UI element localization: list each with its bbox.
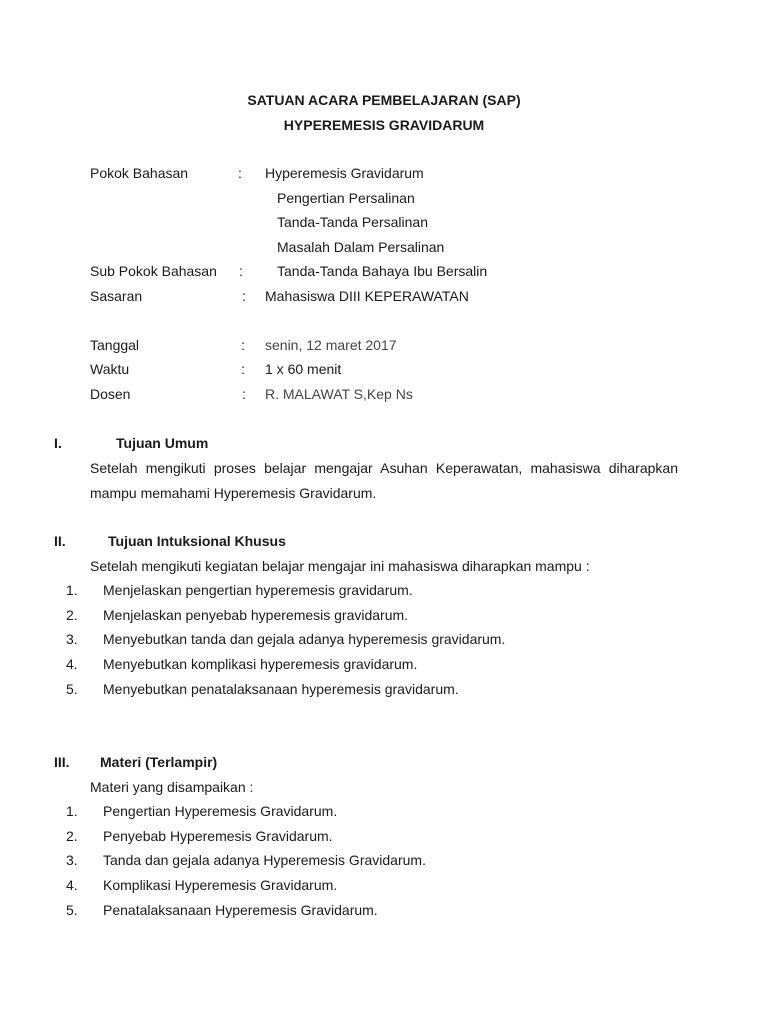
dosen-value: R. MALAWAT S,Kep Ns	[265, 386, 413, 402]
list-item: Tanda dan gejala adanya Hyperemesis Gravidarum.	[103, 852, 426, 868]
section-3-intro: Materi yang disampaikan :	[90, 779, 254, 795]
section-3-numeral: III.	[54, 754, 70, 770]
list-item-number: 4.	[66, 656, 78, 672]
list-item-number: 1.	[66, 582, 78, 598]
list-item-number: 1.	[66, 803, 78, 819]
list-item: Menjelaskan penyebab hyperemesis gravidarum.	[103, 607, 409, 623]
pokok-bahasan-value: Hyperemesis Gravidarum	[265, 165, 424, 181]
list-item-number: 5.	[66, 681, 78, 697]
pokok-bahasan-subitem: Tanda-Tanda Persalinan	[277, 214, 428, 230]
pokok-bahasan-subitem: Masalah Dalam Persalinan	[277, 239, 445, 255]
list-item: Menyebutkan komplikasi hyperemesis gravidarum.	[103, 656, 418, 672]
list-item: Menyebutkan tanda dan gejala adanya hyperemesis gravidarum.	[103, 631, 506, 647]
sub-pokok-bahasan-label: Sub Pokok Bahasan	[90, 263, 217, 279]
list-item: Komplikasi Hyperemesis Gravidarum.	[103, 877, 338, 893]
section-1-heading: Tujuan Umum	[116, 435, 209, 451]
section-3-heading: Materi (Terlampir)	[100, 754, 218, 770]
pokok-bahasan-label: Pokok Bahasan	[90, 165, 189, 181]
section-2-intro: Setelah mengikuti kegiatan belajar mengajar ini mahasiswa diharapkan mampu :	[90, 558, 590, 574]
list-item-number: 4.	[66, 877, 78, 893]
list-item: Penyebab Hyperemesis Gravidarum.	[103, 828, 333, 844]
waktu-colon: :	[241, 361, 245, 377]
sub-pokok-bahasan-value: Tanda-Tanda Bahaya Ibu Bersalin	[277, 263, 488, 279]
list-item-number: 2.	[66, 607, 78, 623]
tanggal-value: senin, 12 maret 2017	[265, 337, 397, 353]
tanggal-label: Tanggal	[90, 337, 140, 353]
tanggal-colon: :	[241, 337, 245, 353]
list-item: Menjelaskan pengertian hyperemesis gravidarum.	[103, 582, 413, 598]
sasaran-value: Mahasiswa DIII KEPERAWATAN	[265, 288, 469, 304]
section-2-numeral: II.	[54, 533, 66, 549]
section-1-paragraph-line: Setelah mengikuti proses belajar mengajar Asuhan Keperawatan, mahasiswa diharapkan	[90, 460, 678, 476]
pokok-bahasan-subitem: Pengertian Persalinan	[277, 190, 415, 206]
dosen-colon: :	[242, 386, 246, 402]
waktu-value: 1 x 60 menit	[265, 361, 342, 377]
list-item: Menyebutkan penatalaksanaan hyperemesis gravidarum.	[103, 681, 459, 697]
section-1-numeral: I.	[54, 435, 62, 451]
section-1-paragraph-line: mampu memahami Hyperemesis Gravidarum.	[90, 485, 377, 501]
sub-pokok-bahasan-colon: :	[239, 263, 243, 279]
sasaran-colon: :	[242, 288, 246, 304]
list-item-number: 2.	[66, 828, 78, 844]
list-item-number: 5.	[66, 902, 78, 918]
list-item: Penatalaksanaan Hyperemesis Gravidarum.	[103, 902, 378, 918]
document-subtitle: HYPEREMESIS GRAVIDARUM	[283, 117, 485, 133]
list-item-number: 3.	[66, 852, 78, 868]
list-item-number: 3.	[66, 631, 78, 647]
section-2-heading: Tujuan Intuksional Khusus	[108, 533, 286, 549]
sasaran-label: Sasaran	[90, 288, 143, 304]
list-item: Pengertian Hyperemesis Gravidarum.	[103, 803, 338, 819]
waktu-label: Waktu	[90, 361, 130, 377]
document-title: SATUAN ACARA PEMBELAJARAN (SAP)	[247, 92, 521, 108]
pokok-bahasan-colon: :	[238, 165, 242, 181]
dosen-label: Dosen	[90, 386, 131, 402]
